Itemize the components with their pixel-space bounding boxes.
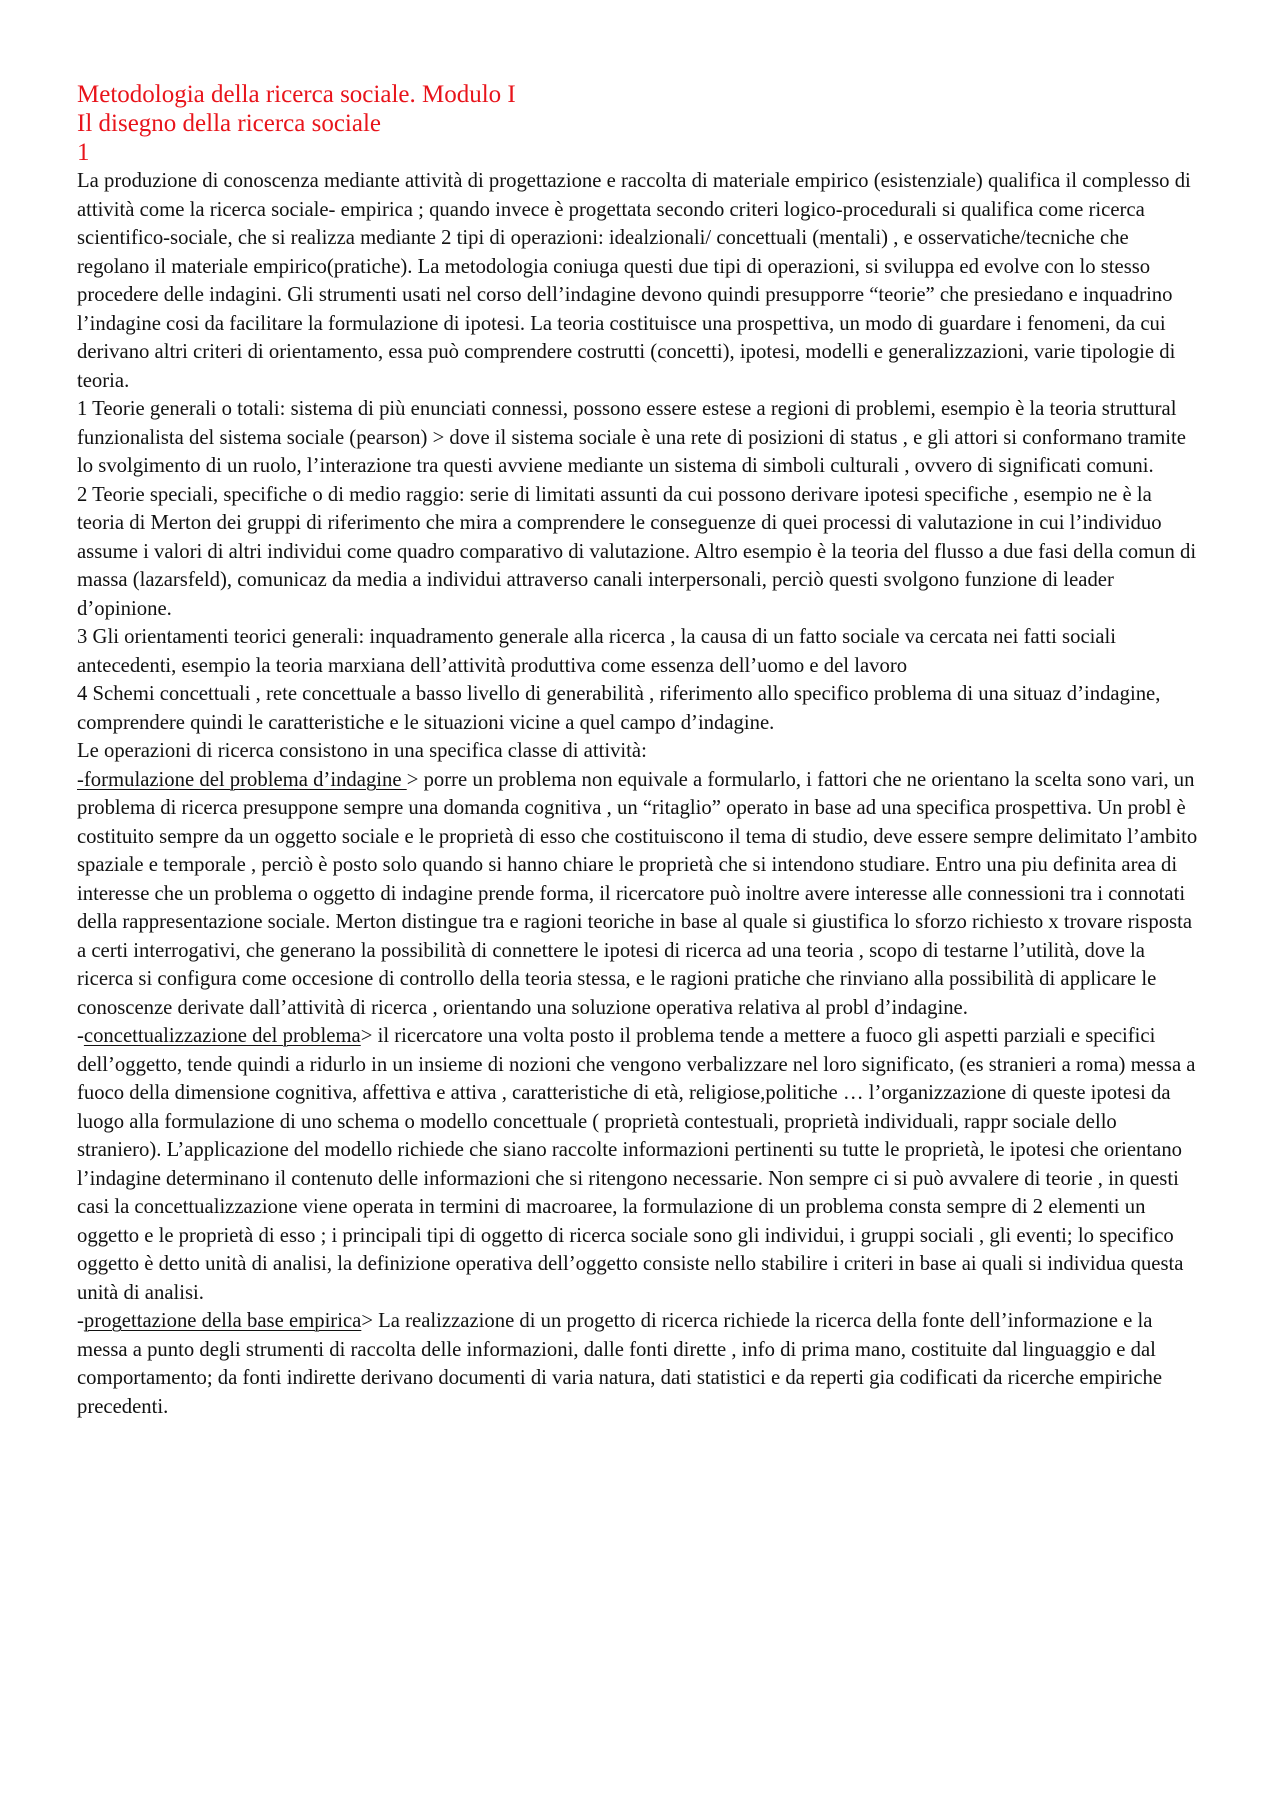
section-prefix: - [77, 1025, 84, 1047]
title-line-number: 1 [77, 139, 90, 166]
paragraph-orientamenti-teorici: 3 Gli orientamenti teorici generali: inquadramento generale alla ricerca , la causa di un fatto sociale va cercata nei fatti sociali antecedenti, esempio la teoria marxiana dell’attività produttiva come essenza dell’uomo e del lavoro [77, 626, 1117, 677]
document-title [77, 80, 1203, 167]
title-line-chapter: Il disegno della ricerca sociale [77, 110, 382, 137]
section-progettazione-base-empirica [77, 1307, 1203, 1421]
section-heading-concettualizzazione: concettualizzazione del problema [83, 1025, 361, 1047]
section-text: > porre un problema non equivale a formularlo, i fattori che ne orientano la scelta sono vari, un problema di ricerca presuppone sempre una domanda cognitiva , un “ritaglio” operato in base ad una specifica prospettiva. Un probl è costituito sempre da un oggetto sociale e le proprietà di esso che costituiscono il tema di studio, deve essere sempre delimitato l’ambito spaziale e temporale , perciò è posto solo quando si hanno chiare le proprietà che si intendono studiare. Entro una piu definita area di interesse che un problema o oggetto di indagine prende forma, il ricercatore può inoltre avere interesse alle connessioni tra i connotati della rappresentazione sociale. Merton distingue tra e ragioni teoriche in base al quale si giustifica lo sforzo richiesto x trovare risposta a certi interrogativi, che generano la possibilità di connettere le ipotesi di ricerca ad una teoria , scopo di testarne l’utilità, dove la ricerca si configura come occesione di controllo della teoria stessa, e le ragioni pratiche che rinviano alla possibilità di applicare le conoscenze derivate dall’attività di ricerca , orientando una soluzione operativa relativa al probl d’indagine. [77, 768, 1198, 1019]
section-text: > il ricercatore una volta posto il problema tende a mettere a fuoco gli aspetti parziali e specifici dell’oggetto, tende quindi a ridurlo in un insieme di nozioni che vengono verbalizzare nel loro significato, (es stranieri a roma) messa a fuoco della dimensione cognitiva, affettiva e attiva , caratteristiche di età, religiose,politiche … l’organizzazione di queste ipotesi da luogo alla formulazione di uno schema o modello concettuale ( proprietà contestuali, proprietà individuali, rappr sociale dello straniero). L’applicazione del modello richiede che siano raccolte informazioni pertinenti su tutte le proprietà, le ipotesi che orientano l’indagine determinano il contenuto delle informazioni che si ritengono necessarie. Non sempre ci si può avvalere di teorie , in questi casi la concettualizzazione viene operata in termini di macroaree, la formulazione di un problema consta sempre di 2 elementi un oggetto e le proprietà di esso ; i principali tipi di oggetto di ricerca sociale sono gli individui, i gruppi sociali , gli eventi; lo specifico oggetto è detto unità di analisi, la definizione operativa dell’oggetto consiste nello stabilire i criteri in base ai quali si individua questa unità di analisi. [77, 1025, 1196, 1304]
paragraph-schemi-concettuali: 4 Schemi concettuali , rete concettuale a basso livello di generabilità , riferimento allo specifico problema di una situaz d’indagine, comprendere quindi le caratteristiche e le situazioni vicine a quel campo d’indagine. [77, 683, 1161, 734]
paragraph-intro: La produzione di conoscenza mediante attività di progettazione e raccolta di materiale empirico (esistenziale) qualifica il complesso di attività come la ricerca sociale- empirica ; quando invece è progettata secondo criteri logico-procedurali si qualifica come ricerca scientifico-sociale, che si realizza mediante 2 tipi di operazioni: idealzionali/ concettuali (mentali) , e osservatiche/tecniche che regolano il materiale empirico(pratiche). La metodologia coniuga questi due tipi di operazioni, si sviluppa ed evolve con lo stesso procedere delle indagini. Gli strumenti usati nel corso dell’indagine devono quindi presupporre “teorie” che presiedano e inquadrino l’indagine cosi da facilitare la formulazione di ipotesi. La teoria costituisce una prospettiva, un modo di guardare i fenomeni, da cui derivano altri criteri di orientamento, essa può comprendere costrutti (concetti), ipotesi, modelli e generalizzazioni, varie tipologie di teoria. [77, 170, 1191, 392]
section-heading-formulazione: -formulazione del problema d’indagine [77, 768, 407, 791]
paragraph-operazioni-ricerca: Le operazioni di ricerca consistono in una specifica classe di attività: [77, 740, 647, 762]
section-formulazione-problema [77, 766, 1203, 1023]
section-prefix: - [77, 1310, 84, 1332]
document-body [77, 167, 1203, 1421]
section-text: > La realizzazione di un progetto di ricerca richiede la ricerca della fonte dell’informazione e la messa a punto degli strumenti di raccolta delle informazioni, dalle fonti dirette , info di prima mano, costituite dal linguaggio e dal comportamento; da fonti indirette derivano documenti di varia natura, dati statistici e da reperti gia codificati da ricerche empiriche precedenti. [77, 1310, 1163, 1418]
title-line-course: Metodologia della ricerca sociale. Modulo I [77, 81, 516, 108]
paragraph-teorie-generali: 1 Teorie generali o totali: sistema di più enunciati connessi, possono essere estese a regioni di problemi, esempio è la teoria struttural funzionalista del sistema sociale (pearson) > dove il sistema sociale è una rete di posizioni di status , e gli attori si conformano tramite lo svolgimento di un ruolo, l’interazione tra questi avviene mediante un sistema di simboli culturali , ovvero di significati comuni. [77, 398, 1186, 477]
section-concettualizzazione [77, 1022, 1203, 1307]
section-heading-progettazione: progettazione della base empirica [83, 1310, 362, 1332]
document-page [77, 80, 1203, 1421]
paragraph-teorie-speciali: 2 Teorie speciali, specifiche o di medio raggio: serie di limitati assunti da cui possono derivare ipotesi specifiche , esempio ne è la teoria di Merton dei gruppi di riferimento che mira a comprendere le conseguenze di quei processi di valutazione in cui l’individuo assume i valori di altri individui come quadro comparativo di valutazione. Altro esempio è la teoria del flusso a due fasi della comun di massa (lazarsfeld), comunicaz da media a individui attraverso canali interpersonali, perciò questi svolgono funzione di leader d’opinione. [77, 483, 1197, 620]
